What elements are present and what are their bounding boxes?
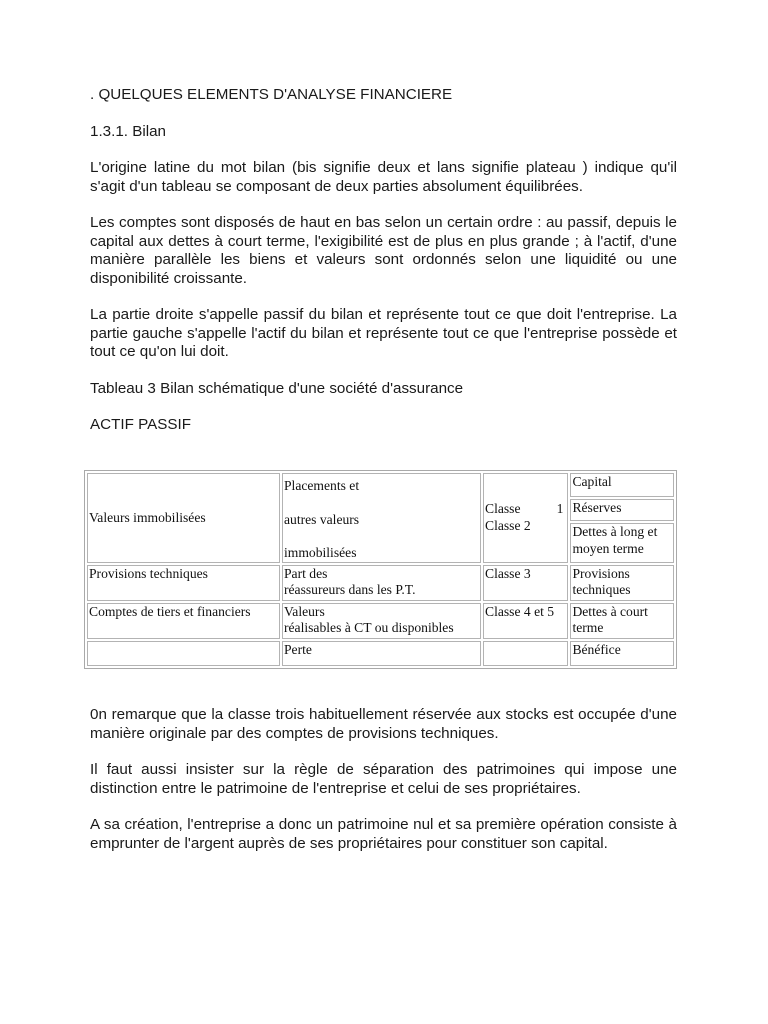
table-caption: Tableau 3 Bilan schématique d'une société d'assurance: [90, 379, 464, 397]
cell-placements: Placements et autres valeurs immobilisées: [282, 473, 481, 563]
table-row: [87, 473, 674, 497]
cell-perte: Perte: [282, 641, 481, 666]
table-header: ACTIF PASSIF: [90, 416, 191, 433]
cell-valeurs-immobilisees: Valeurs immobilisées: [87, 473, 280, 563]
cell-provisions-passif: Provisions techniques: [570, 565, 674, 601]
cell-provisions-techniques: Provisions techniques: [87, 565, 280, 601]
paragraph-origine: L'origine latine du mot bilan (bis signifie deux et lans signifie plateau ) indique qu'il s'agit d'un tableau se composant de deux parties absolument équilibrées.: [90, 159, 677, 195]
cell-classe-4-5: Classe 4 et 5: [483, 603, 568, 639]
paragraph-partie-droite: La partie droite s'appelle passif du bilan et représente tout ce que doit l'entreprise. La partie gauche s'appelle l'actif du bilan et représente tout ce que l'entreprise possède et tout ce qu'on lui doit.: [90, 306, 677, 360]
section-heading: . QUELQUES ELEMENTS D'ANALYSE FINANCIERE: [90, 86, 453, 103]
paragraph-classe-trois: 0n remarque que la classe trois habituellement réservée aux stocks est occupée d'une manière originale par des comptes de provisions techniques.: [90, 706, 677, 742]
subsection-heading: 1.3.1. Bilan: [90, 122, 166, 140]
cell-comptes-tiers: Comptes de tiers et financiers: [87, 603, 280, 639]
cell-empty-classe: [483, 641, 568, 666]
cell-benefice: Bénéfice: [570, 641, 674, 666]
document-body-after: [90, 706, 677, 853]
cell-classe-1-2: Classe 1 Classe 2: [483, 473, 568, 563]
cell-part-reassureurs: Part des réassureurs dans les P.T.: [282, 565, 481, 601]
paragraph-comptes: Les comptes sont disposés de haut en bas selon un certain ordre : au passif, depuis le capital aux dettes à court terme, l'exigibilité est de plus en plus grande ; à l'actif, d'une manière parallèle les biens et valeurs sont ordonnés selon une liquidité ou une disponibilité croissante.: [90, 214, 677, 287]
table-row: [87, 565, 674, 601]
table-row: [87, 641, 674, 666]
cell-empty-actif: [87, 641, 280, 666]
cell-dettes-long: Dettes à long et moyen terme: [570, 523, 674, 562]
cell-capital: Capital: [570, 473, 674, 497]
paragraph-creation: A sa création, l'entreprise a donc un patrimoine nul et sa première opération consiste à emprunter de l'argent auprès de ses propriétaires pour constituer son capital.: [90, 816, 677, 852]
cell-classe-3: Classe 3: [483, 565, 568, 601]
bilan-table: [84, 470, 677, 669]
table-row: [87, 603, 674, 639]
paragraph-separation: Il faut aussi insister sur la règle de séparation des patrimoines qui impose une distinction entre le patrimoine de l'entreprise et celui de ses propriétaires.: [90, 761, 677, 797]
cell-reserves: Réserves: [570, 499, 674, 521]
cell-valeurs-realisables: Valeurs réalisables à CT ou disponibles: [282, 603, 481, 639]
cell-dettes-court: Dettes à court terme: [570, 603, 674, 639]
document-body: [90, 86, 677, 435]
